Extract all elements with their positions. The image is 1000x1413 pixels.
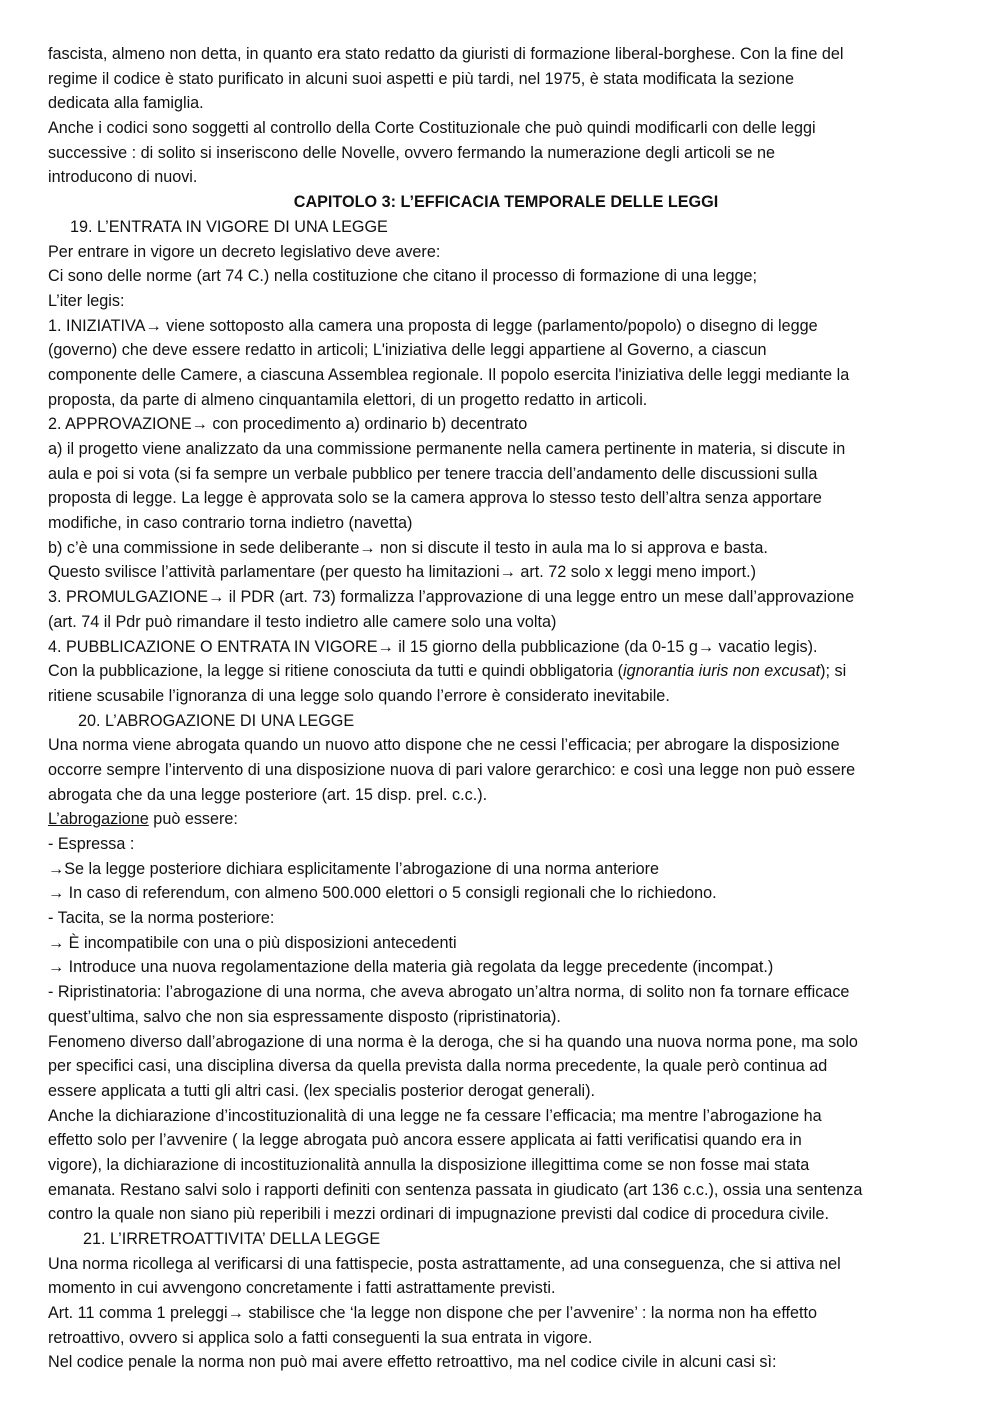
text-line: Una norma viene abrogata quando un nuovo atto dispone che ne cessi l’efficacia; per abrogare la disposizione [48, 736, 840, 755]
text-line-abrogazione [48, 807, 964, 832]
text-line: → Introduce una nuova regolamentazione della materia già regolata da legge precedente (incompat.) [48, 958, 774, 977]
text-line: 1. INIZIATIVA→ viene sottoposto alla camera una proposta di legge (parlamento/popolo) o disegno di legge [48, 316, 818, 335]
text-line: per specifici casi, una disciplina diversa da quella prevista dalla norma precedente, la quale però continua ad [48, 1057, 828, 1076]
text-line: momento in cui avvengono concretamente i fatti astrattamente previsti. [48, 1279, 556, 1298]
text-line: contro la quale non siano più reperibili i mezzi ordinari di impugnazione previsti dal codice di procedura civile. [48, 1205, 830, 1224]
text-line: → È incompatibile con una o più disposizioni antecedenti [48, 933, 457, 952]
text-line: abrogata che da una legge posteriore (art. 15 disp. prel. c.c.). [48, 785, 488, 804]
text-line: quest’ultima, salvo che non sia espressamente disposto (ripristinatoria). [48, 1007, 561, 1026]
text-line: regime il codice è stato purificato in alcuni suoi aspetti e più tardi, nel 1975, è stata modificata la sezione [48, 69, 794, 88]
text-line: Una norma ricollega al verificarsi di una fattispecie, posta astrattamente, ad una conseguenza, che si attiva nel [48, 1254, 841, 1273]
text-line: Nel codice penale la norma non può mai avere effetto retroattivo, ma nel codice civile in alcuni casi sì: [48, 1353, 777, 1372]
text-line: vigore), la dichiarazione di incostituzionalità annulla la disposizione illegittima come se non fosse mai stata [48, 1155, 810, 1174]
chapter-title: CAPITOLO 3: L’EFFICACIA TEMPORALE DELLE LEGGI [293, 193, 719, 212]
text-line: occorre sempre l’intervento di una disposizione nuova di pari valore gerarchico: e così una legge non può essere [48, 760, 856, 779]
text-line: modifiche, in caso contrario torna indietro (navetta) [48, 514, 413, 533]
text-line: →Se la legge posteriore dichiara esplicitamente l’abrogazione di una norma anteriore [48, 859, 659, 878]
text-line: Ci sono delle norme (art 74 C.) nella costituzione che citano il processo di formazione di una legge; [48, 267, 758, 286]
text-line: aula e poi si vota (si fa sempre un verbale pubblico per tenere traccia dell’andamento delle discussioni sulla [48, 464, 818, 483]
section-heading: 21. L’IRRETROATTIVITA’ DELLA LEGGE [83, 1230, 381, 1248]
text-line: Per entrare in vigore un decreto legislativo deve avere: [48, 242, 441, 261]
document-page [48, 42, 964, 1375]
text-line: componente delle Camere, a ciascuna Assemblea regionale. Il popolo esercita l'iniziativa delle leggi mediante la [48, 365, 850, 384]
text-line: effetto solo per l’avvenire ( la legge abrogata può ancora essere applicata ai fatti verificatisi quando era in [48, 1131, 802, 1150]
text-line: ritiene scusabile l’ignoranza di una legge solo quando l’errore è considerato inevitabile. [48, 686, 670, 705]
text-line: Fenomeno diverso dall’abrogazione di una norma è la deroga, che si ha quando una nuova norma pone, ma solo [48, 1032, 858, 1051]
text-line: (governo) che deve essere redatto in articoli; L'iniziativa delle leggi appartiene al Governo, a ciascun [48, 341, 767, 360]
text-line-publication [48, 659, 964, 684]
section-19 [48, 215, 964, 709]
text-line: b) c’è una commissione in sede deliberante→ non si discute il testo in aula ma lo si approva e basta. [48, 538, 768, 557]
text-line: - Tacita, se la norma posteriore: [48, 909, 275, 928]
text-line: proposta di legge. La legge è approvata solo se la camera approva lo stesso testo dell’altra senza apportare [48, 489, 822, 508]
text-line: Anche i codici sono soggetti al controllo della Corte Costituzionale che può quindi modificarli con delle leggi [48, 119, 816, 138]
text-line: proposta, da parte di almeno cinquantamila elettori, di un progetto redatto in articoli. [48, 390, 648, 409]
text-line: Art. 11 comma 1 preleggi→ stabilisce che ‘la legge non dispone che per l’avvenire’ : la norma non ha effetto [48, 1304, 818, 1323]
text-line: Anche la dichiarazione d’incostituzionalità di una legge ne fa cessare l’efficacia; ma mentre l’abrogazione ha [48, 1106, 822, 1125]
section-heading: 19. L’ENTRATA IN VIGORE DI UNA LEGGE [70, 217, 388, 236]
text-line: a) il progetto viene analizzato da una commissione permanente nella camera pertinente in materia, si discute in [48, 440, 846, 458]
text-line: 2. APPROVAZIONE→ con procedimento a) ordinario b) decentrato [48, 415, 528, 434]
text-line: 4. PUBBLICAZIONE O ENTRATA IN VIGORE→ il 15 giorno della pubblicazione (da 0-15 g→ vacatio legis). [48, 637, 818, 656]
section-21 [48, 1227, 964, 1375]
text-line: → In caso di referendum, con almeno 500.000 elettori o 5 consigli regionali che lo richiedono. [48, 884, 717, 903]
text-line: (art. 74 il Pdr può rimandare il testo indietro alle camere solo una volta) [48, 612, 557, 631]
section-20 [48, 709, 964, 1227]
text-line: - Espressa : [48, 835, 135, 853]
text-span: può essere: [148, 810, 238, 829]
latin-phrase: ignorantia iuris non excusat [623, 662, 821, 681]
text-line: dedicata alla famiglia. [48, 94, 204, 113]
text-line: introducono di nuovi. [48, 168, 198, 187]
text-line: retroattivo, ovvero si applica solo a fatti conseguenti la sua entrata in vigore. [48, 1328, 593, 1347]
text-line: 3. PROMULGAZIONE→ il PDR (art. 73) formalizza l’approvazione di una legge entro un mese dall’approvazione [48, 588, 855, 607]
text-line: L’iter legis: [48, 291, 125, 310]
text-span: ); si [820, 662, 847, 681]
text-line: emanata. Restano salvi solo i rapporti definiti con sentenza passata in giudicato (art 136 c.c.), ossia una sentenza [48, 1180, 863, 1199]
text-line: fascista, almeno non detta, in quanto era stato redatto da giuristi di formazione liberal-borghese. Con la fine del [48, 45, 844, 63]
text-line: Questo svilisce l’attività parlamentare (per questo ha limitazioni→ art. 72 solo x leggi meno import.) [48, 563, 757, 582]
section-heading: 20. L’ABROGAZIONE DI UNA LEGGE [78, 711, 355, 730]
intro-paragraph [48, 42, 964, 190]
text-line: successive : di solito si inseriscono delle Novelle, ovvero fermando la numerazione degli articoli se ne [48, 143, 775, 162]
underlined-term: L’abrogazione [48, 810, 149, 829]
text-line: - Ripristinatoria: l’abrogazione di una norma, che aveva abrogato un’altra norma, di solito non fa tornare efficace [48, 983, 850, 1002]
text-span: Con la pubblicazione, la legge si ritiene conosciuta da tutti e quindi obbligatoria ( [48, 662, 624, 681]
text-line: essere applicata a tutti gli altri casi. (lex specialis posterior derogat generali). [48, 1081, 596, 1100]
